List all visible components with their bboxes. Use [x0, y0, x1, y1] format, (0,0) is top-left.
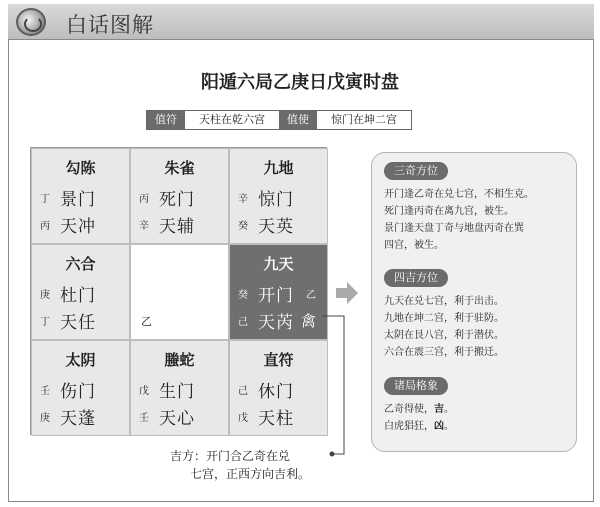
palace-door: 生门 — [159, 381, 195, 402]
info-panel — [371, 152, 577, 452]
palace-door: 死门 — [159, 189, 195, 210]
palace-stem: 癸 — [238, 220, 248, 232]
palace-stem: 辛 — [139, 220, 149, 232]
palace-stem: 丁 — [40, 193, 50, 205]
palace-stem: 庚 — [40, 412, 50, 424]
header-title: 白话图解 — [66, 13, 154, 37]
zhi-shi-value: 惊门在坤二宫 — [317, 111, 411, 129]
sanqi-text — [384, 186, 574, 254]
palace-star: 天芮 — [258, 312, 294, 333]
palace-god: 螣蛇 — [164, 351, 195, 369]
jifang-line-2: 七宫，正西方向吉利。 — [190, 467, 311, 481]
palace-god: 勾陈 — [65, 159, 96, 177]
palace-tail-star: 禽 — [300, 311, 316, 330]
zhi-fu-label: 值符 — [147, 111, 185, 129]
palace-stem: 戊 — [238, 412, 248, 424]
palace-gen — [31, 340, 130, 436]
jifang-note — [170, 447, 340, 483]
palace-kan — [130, 340, 229, 436]
siji-line: 九地在坤二宫，利于驻防。 — [384, 313, 504, 324]
zhi-shi-label: 值使 — [279, 111, 317, 129]
palace-stem: 丙 — [40, 220, 50, 232]
geju-line-1: 乙奇得使，吉。 — [384, 404, 454, 415]
center-stem: 乙 — [141, 315, 152, 328]
siji-line: 太阴在艮八宫，利于潜伏。 — [384, 330, 504, 341]
palace-stem: 己 — [238, 385, 248, 397]
palace-stem: 辛 — [238, 193, 248, 205]
palace-stem: 丁 — [40, 316, 50, 328]
sanqi-tag: 三奇方位 — [384, 162, 448, 180]
siji-line: 六合在震三宫，利于搬迁。 — [384, 347, 504, 358]
palace-god: 九地 — [263, 159, 294, 177]
palace-kun — [229, 148, 328, 244]
palace-stem: 癸 — [238, 289, 248, 301]
siji-tag: 四吉方位 — [384, 269, 448, 287]
palace-god: 九天 — [263, 255, 294, 273]
palace-door: 伤门 — [60, 381, 96, 402]
geju-text — [384, 401, 574, 435]
geju-result-1: 吉 — [434, 404, 444, 415]
palace-grid — [30, 147, 327, 435]
palace-star: 天英 — [258, 216, 294, 237]
geju-tag: 诸局格象 — [384, 377, 448, 395]
palace-door: 休门 — [258, 381, 294, 402]
palace-star: 天冲 — [60, 216, 96, 237]
siji-line: 九天在兑七宫，利于出击。 — [384, 296, 504, 307]
palace-star: 天辅 — [159, 216, 195, 237]
palace-god: 直符 — [263, 351, 294, 369]
geju-text-1: 乙奇得使， — [384, 404, 434, 415]
palace-stem: 壬 — [139, 412, 149, 424]
palace-god: 太阴 — [65, 351, 96, 369]
palace-li — [130, 148, 229, 244]
sanqi-line: 开门逢乙奇在兑七宫，不相生克。 — [384, 189, 534, 200]
palace-center — [130, 244, 229, 340]
palace-tail-stem: 乙 — [306, 289, 316, 301]
palace-stem: 庚 — [40, 289, 50, 301]
palace-star: 天柱 — [258, 408, 294, 429]
palace-stem: 壬 — [40, 385, 50, 397]
palace-star: 天心 — [159, 408, 195, 429]
palace-door: 景门 — [60, 189, 96, 210]
palace-stem: 戊 — [139, 385, 149, 397]
palace-xun — [31, 148, 130, 244]
sanqi-line: 死门逢丙奇在离九宫，被生。 — [384, 206, 514, 217]
palace-door: 惊门 — [258, 189, 294, 210]
palace-door: 杜门 — [60, 285, 96, 306]
sanqi-line: 景门逢天盘丁奇与地盘丙奇在巽 — [384, 223, 524, 234]
palace-god: 朱雀 — [164, 159, 195, 177]
sanqi-line: 四宫，被生。 — [384, 240, 444, 251]
geju-line-2: 白虎猖狂，凶。 — [384, 421, 454, 432]
palace-star: 天任 — [60, 312, 96, 333]
palace-god: 六合 — [65, 255, 96, 273]
palace-zhen — [31, 244, 130, 340]
palace-star: 天蓬 — [60, 408, 96, 429]
callout-connector — [300, 300, 360, 460]
geju-result-2: 凶 — [434, 421, 444, 432]
chart-title: 阳遁六局乙庚日戊寅时盘 — [201, 72, 399, 93]
jifang-line-1: 吉方：开门合乙奇在兑 — [170, 449, 291, 463]
siji-text — [384, 293, 574, 361]
geju-text-2: 白虎猖狂， — [384, 421, 434, 432]
palace-door: 开门 — [258, 285, 294, 306]
palace-stem: 丙 — [139, 193, 149, 205]
emblem-icon — [16, 8, 46, 36]
zhi-bar — [146, 110, 412, 130]
palace-stem: 己 — [238, 316, 248, 328]
zhi-fu-value: 天柱在乾六宫 — [185, 111, 279, 129]
